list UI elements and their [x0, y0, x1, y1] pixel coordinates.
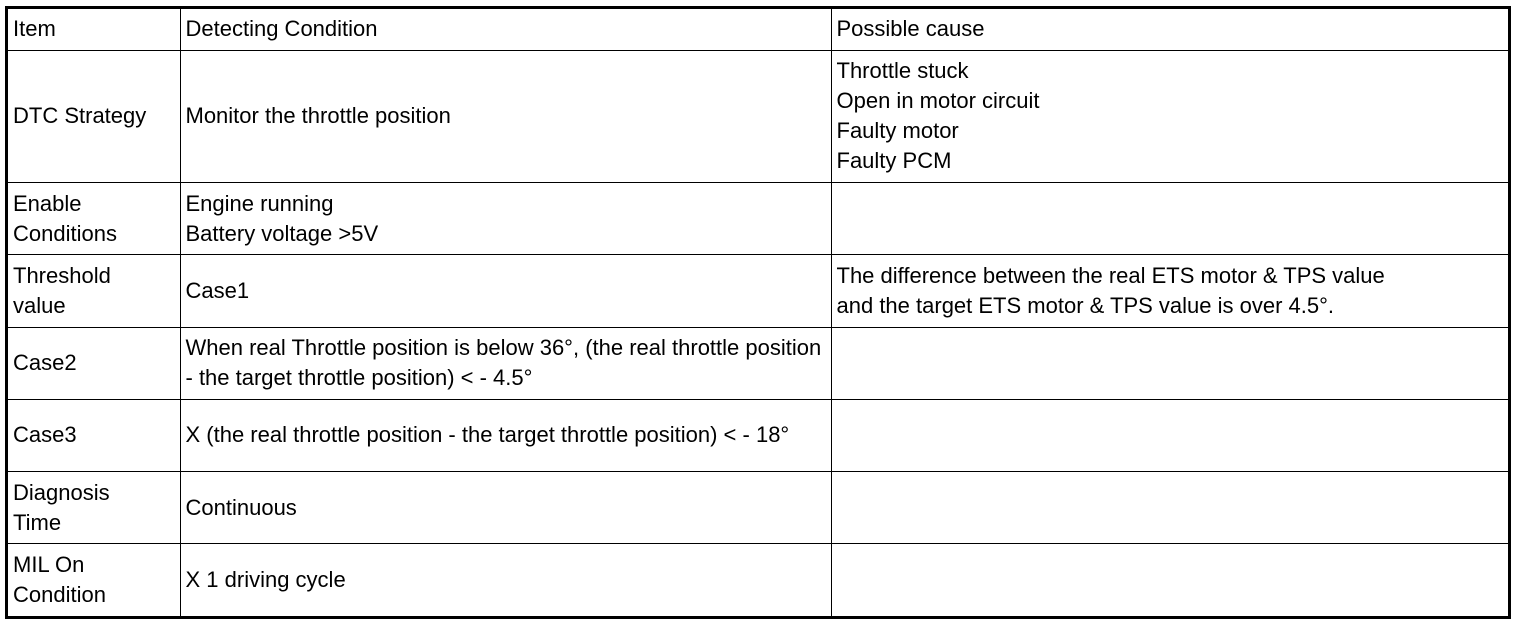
row-item: [8, 255, 180, 327]
row-item-text: Diagnosis Time: [13, 479, 110, 535]
row-item-text: Threshold value: [13, 262, 111, 318]
row-condition: [180, 471, 831, 543]
header-detecting-condition: Detecting Condition: [180, 9, 831, 50]
row-cause: [831, 50, 1508, 182]
condition-line: Engine running: [185, 190, 334, 216]
row-condition: [180, 50, 831, 182]
table-row: [8, 471, 1508, 543]
row-cause: [831, 183, 1508, 255]
row-item-text: Case2: [13, 350, 77, 376]
cause-line: The difference between the real ETS motor & TPS value: [836, 262, 1385, 288]
condition-line: Battery voltage >5V: [185, 220, 379, 246]
table-row: [8, 399, 1508, 471]
cause-line: and the target ETS motor & TPS value is over 4.5°.: [836, 292, 1335, 318]
row-condition: [180, 399, 831, 471]
row-condition-text: X (the real throttle position - the target throttle position) < - 18°: [185, 422, 790, 448]
table-row: [8, 327, 1508, 399]
row-item: [8, 544, 180, 616]
row-condition-text: Continuous: [185, 494, 297, 520]
row-item: [8, 399, 180, 471]
row-item: [8, 50, 180, 182]
row-condition-text: X 1 driving cycle: [185, 567, 346, 593]
table-row: [8, 255, 1508, 327]
row-item-text: DTC Strategy: [13, 103, 147, 129]
row-cause: [831, 255, 1508, 327]
row-item: [8, 327, 180, 399]
row-cause: [831, 327, 1508, 399]
row-condition: [180, 544, 831, 616]
row-item-text: MIL On Condition: [13, 552, 106, 608]
cause-line: Faulty motor: [836, 118, 959, 144]
row-cause: [831, 471, 1508, 543]
row-condition-text: When real Throttle position is below 36°, (the real throttle position - the target throttle position) < - 4.5°: [185, 335, 822, 391]
table-row: [8, 544, 1508, 616]
header-item: Item: [8, 9, 180, 50]
header-possible-cause: Possible cause: [831, 9, 1508, 50]
row-condition-text: Case1: [185, 277, 250, 303]
row-cause: [831, 544, 1508, 616]
row-item-text: Case3: [13, 422, 77, 448]
row-item: [8, 183, 180, 255]
table-row: [8, 183, 1508, 255]
row-condition: [180, 327, 831, 399]
cause-line: Throttle stuck: [836, 58, 969, 84]
dtc-table: [8, 9, 1508, 616]
row-cause: [831, 399, 1508, 471]
table-row: [8, 50, 1508, 182]
row-condition: [180, 255, 831, 327]
row-condition-text: Monitor the throttle position: [185, 103, 451, 129]
table-header-row: [8, 9, 1508, 50]
cause-line: Faulty PCM: [836, 148, 952, 174]
dtc-table-frame: [5, 6, 1511, 619]
row-item-text: Enable Conditions: [13, 190, 117, 246]
row-condition: [180, 183, 831, 255]
row-item: [8, 471, 180, 543]
cause-line: Open in motor circuit: [836, 88, 1040, 114]
